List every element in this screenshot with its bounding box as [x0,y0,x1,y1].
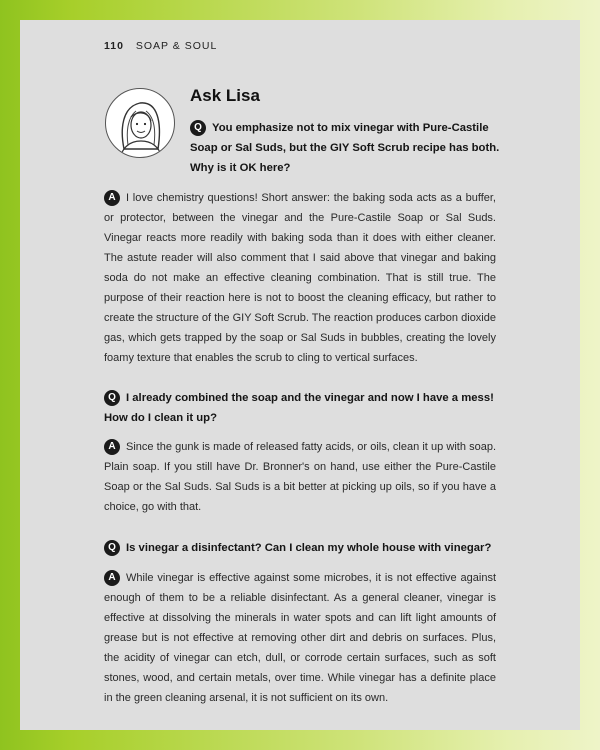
question-text: Is vinegar a disinfectant? Can I clean my whole house with vinegar? [126,542,492,554]
question-badge: Q [190,120,206,136]
answer-1 [104,188,496,368]
answer-text: Since the gunk is made of released fatty acids, or oils, clean it up with soap. Plain soap. If you still have Dr. Bronner's on hand, use either the Pure-Castile Soap or the Sal Suds. Sal Suds is a bit better at picking up oils, so if you have a choice, go with that. [104,441,496,513]
question-3 [104,538,496,558]
question-1 [190,118,500,178]
portrait-illustration [106,89,174,157]
question-badge: Q [104,390,120,406]
question-badge: Q [104,540,120,556]
answer-text: I love chemistry questions! Short answer: the baking soda acts as a buffer, or protector, between the vinegar and the Pure-Castile Soap or Sal Suds. Vinegar reacts more readily with baking soda than it does with either cleaner. The astute reader will also comment that I said above that vinegar and baking soda do not make an effective cleaning combination. That is still true. The purpose of their reaction here is not to boost the cleaning efficacy, but rather to create the structure of the GIY Soft Scrub. The reaction produces carbon dioxide gas, which gets trapped by the soap or Sal Suds in bubbles, creating the lovely foamy texture that enables the scrub to cling to vertical surfaces. [104,192,496,364]
answer-2 [104,437,496,517]
question-2 [104,388,496,428]
answer-3 [104,568,496,708]
question-text: I already combined the soap and the vinegar and now I have a mess! How do I clean it up? [104,392,494,424]
running-header [104,40,217,52]
section-title: Ask Lisa [190,86,260,105]
page-number: 110 [104,40,124,52]
book-page [20,20,580,730]
author-portrait [105,88,175,158]
answer-text: While vinegar is effective against some microbes, it is not effective against enough of them to be a reliable disinfectant. As a general cleaner, vinegar is effective at dissolving the minerals in water spots and can lift light amounts of grease but is not effective at removing other dirt and debris on surfaces. Plus, the acidity of vinegar can etch, dull, or corrode certain surfaces, such as soft stones, wood, and certain metals, over time. While vinegar has a definite place in the green cleaning arsenal, it is not sufficient on its own. [104,572,496,704]
question-text: You emphasize not to mix vinegar with Pure-Castile Soap or Sal Suds, but the GIY Soft Scrub recipe has both. Why is it OK here? [190,122,500,174]
answer-badge: A [104,190,120,206]
answer-badge: A [104,570,120,586]
book-title: SOAP & SOUL [135,40,218,52]
answer-badge: A [104,439,120,455]
